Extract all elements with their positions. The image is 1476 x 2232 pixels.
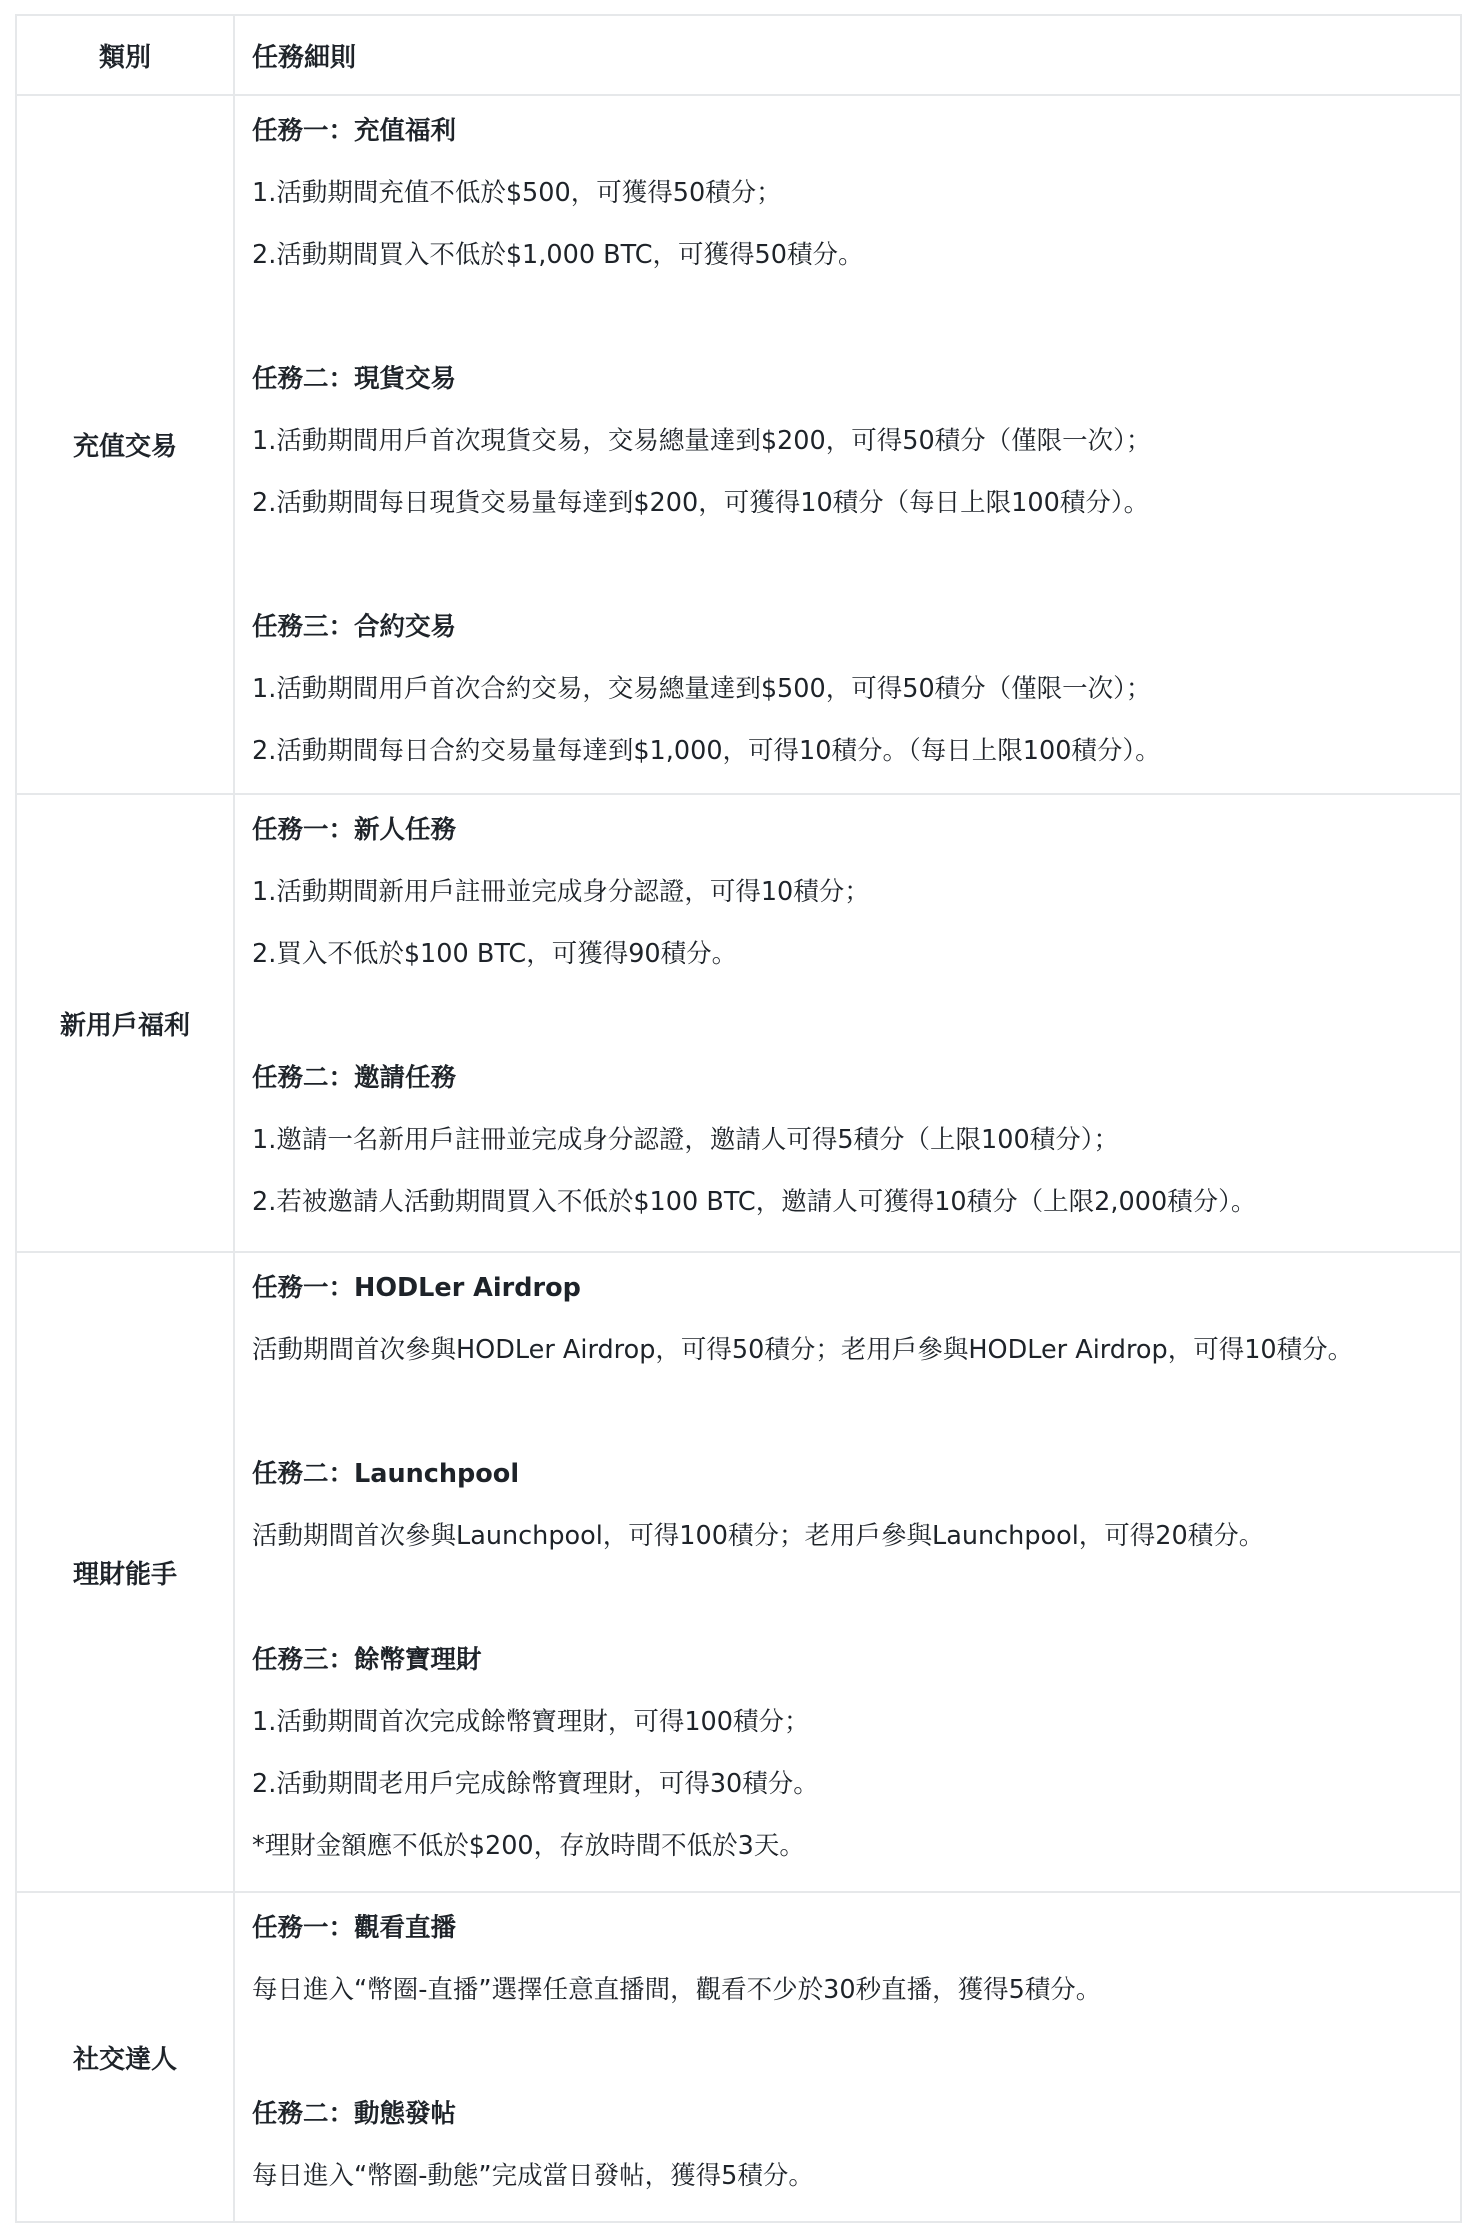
details-cell (234, 95, 1461, 794)
task-line: 每日進入“幣圈-直播”選擇任意直播間，觀看不少於30秒直播，獲得5積分。 (252, 1975, 1102, 2005)
task-note: *理財金額應不低於$200，存放時間不低於3天。 (252, 1831, 805, 1861)
table-header-row (16, 15, 1461, 95)
table-row (16, 95, 1461, 794)
task-line: 2.活動期間買入不低於$1,000 BTC，可獲得50積分。 (252, 240, 864, 270)
task-title: 任務三：合約交易 (252, 612, 457, 642)
task-line: 活動期間首次參與Launchpool，可得100積分；老用戶參與Launchpool，可得20積分。 (252, 1521, 1265, 1551)
task-line: 2.買入不低於$100 BTC，可獲得90積分。 (252, 939, 738, 969)
spacer (252, 286, 1448, 348)
spacer (252, 534, 1448, 596)
spacer (252, 2021, 1448, 2083)
task-line: 1.活動期間首次完成餘幣寶理財，可得100積分； (252, 1707, 810, 1737)
table-row (16, 1892, 1461, 2222)
task-line: 2.活動期間每日合約交易量每達到$1,000，可得10積分。（每日上限100積分）。 (252, 736, 1161, 766)
task-title: 任務二：現貨交易 (252, 364, 457, 394)
task-title: 任務一：新人任務 (252, 815, 457, 845)
table-row (16, 1252, 1461, 1892)
task-line: 1.活動期間用戶首次現貨交易，交易總量達到$200，可得50積分（僅限一次）； (252, 426, 1152, 456)
header-category: 類別 (16, 15, 234, 95)
task-title: 任務二：Launchpool (252, 1459, 520, 1489)
task-title: 任務三：餘幣寶理財 (252, 1645, 482, 1675)
task-line: 1.邀請一名新用戶註冊並完成身分認證，邀請人可得5積分（上限100積分）； (252, 1125, 1119, 1155)
category-cell: 充值交易 (16, 95, 234, 794)
category-cell: 理財能手 (16, 1252, 234, 1892)
task-line: 1.活動期間充值不低於$500，可獲得50積分； (252, 178, 782, 208)
details-cell (234, 1252, 1461, 1892)
task-line: 每日進入“幣圈-動態”完成當日發帖，獲得5積分。 (252, 2161, 814, 2191)
category-cell: 社交達人 (16, 1892, 234, 2222)
header-details: 任務細則 (234, 15, 1461, 95)
spacer (252, 1567, 1448, 1629)
table-row (16, 794, 1461, 1252)
task-title: 任務二：邀請任務 (252, 1063, 457, 1093)
task-line: 1.活動期間用戶首次合約交易，交易總量達到$500，可得50積分（僅限一次）； (252, 674, 1152, 704)
task-title: 任務一：充值福利 (252, 116, 457, 146)
task-line: 2.若被邀請人活動期間買入不低於$100 BTC，邀請人可獲得10積分（上限2,000積分）。 (252, 1187, 1257, 1217)
spacer (252, 985, 1448, 1047)
task-line: 2.活動期間老用戶完成餘幣寶理財，可得30積分。 (252, 1769, 819, 1799)
task-title: 任務二：動態發帖 (252, 2099, 457, 2129)
task-line: 活動期間首次參與HODLer Airdrop，可得50積分；老用戶參與HODLer Airdrop，可得10積分。 (252, 1335, 1354, 1365)
spacer (252, 1381, 1448, 1443)
task-title: 任務一：觀看直播 (252, 1913, 457, 1943)
details-cell (234, 1892, 1461, 2222)
category-cell: 新用戶福利 (16, 794, 234, 1252)
task-table (15, 14, 1462, 2223)
task-title: 任務一：HODLer Airdrop (252, 1273, 581, 1303)
task-line: 2.活動期間每日現貨交易量每達到$200，可獲得10積分（每日上限100積分）。 (252, 488, 1150, 518)
details-cell (234, 794, 1461, 1252)
task-line: 1.活動期間新用戶註冊並完成身分認證，可得10積分； (252, 877, 870, 907)
